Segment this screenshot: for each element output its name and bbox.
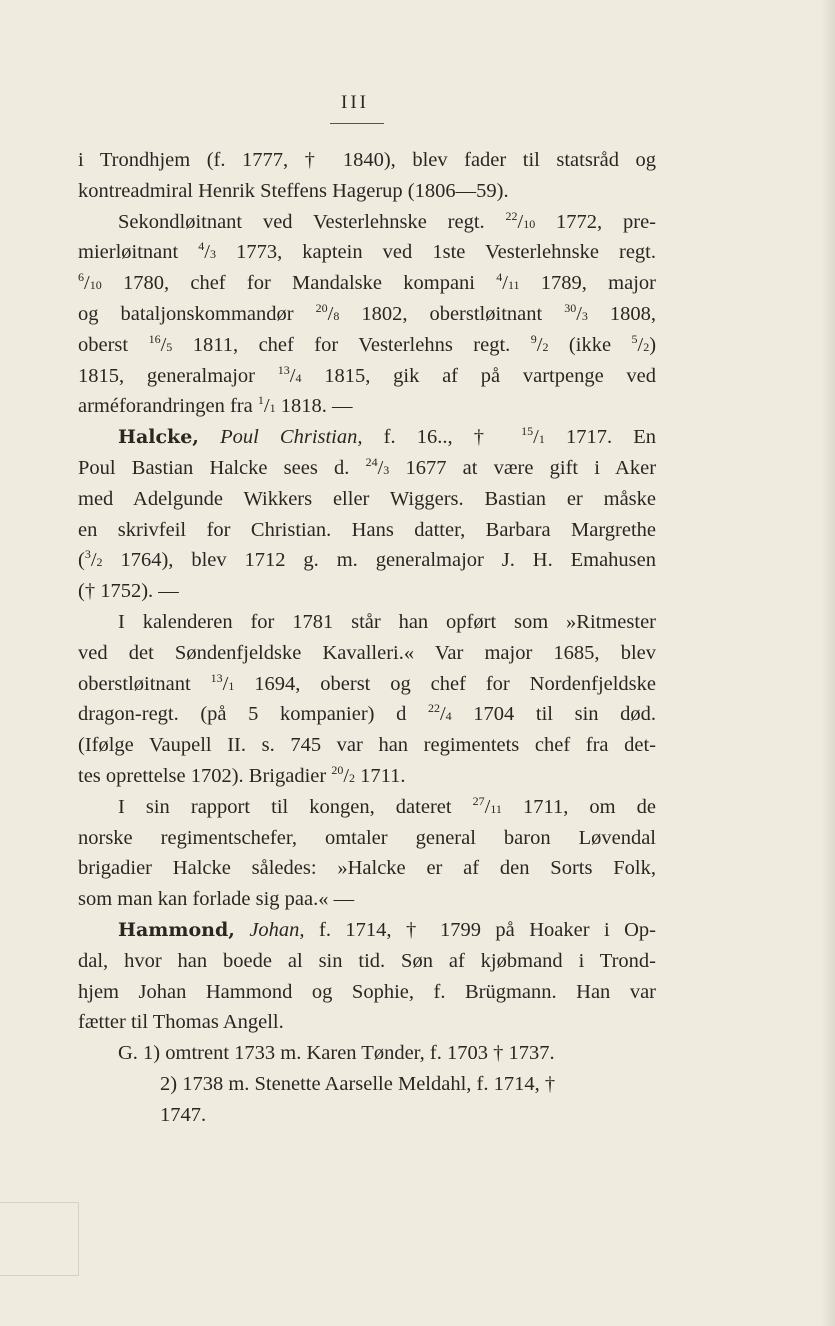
- text-line: I sin rapport til kongen, dateret $^{27}$/11 1711, om de: [118, 793, 656, 818]
- body-text: [78, 145, 656, 1131]
- text-line: 2) 1738 m. Stenette Aarselle Meldahl, f. 1714, †: [160, 1072, 556, 1095]
- text-line: I kalenderen for 1781 står han opført som »Ritmester: [118, 610, 656, 633]
- page-edge-shadow: [821, 0, 835, 1326]
- scan-corner-mark: [0, 1202, 79, 1276]
- text-line: i Trondhjem (f. 1777, † 1840), blev fader til statsråd og: [78, 149, 656, 171]
- text-line: dal, hvor han boede al sin tid. Søn af kjøbmand i Trond-: [78, 949, 656, 972]
- entry-given-name: Johan,: [249, 918, 305, 941]
- text-line: dragon-regt. (på 5 kompanier) d $^{22}$/4 1704 til sin død.: [78, 701, 656, 726]
- text-line: hjem Johan Hammond og Sophie, f. Brügmann. Han var: [78, 980, 656, 1003]
- entry-given-name: Poul Christian,: [220, 426, 363, 449]
- text-line: og bataljonskommandør $^{20}$/8 1802, oberstløitnant $^{30}$/3 1808,: [78, 300, 657, 325]
- text-line: som man kan forlade sig paa.« —: [78, 888, 355, 911]
- text-line: 1747.: [160, 1103, 207, 1126]
- text-line: norske regimentschefer, omtaler general baron Løvendal: [78, 826, 656, 849]
- text-line: mierløitnant $^4$/3 1773, kaptein ved 1ste Vesterlehnske regt.: [78, 239, 657, 264]
- text-line: ($^3$/2 1764), blev 1712 g. m. generalmajor J. H. Emahusen: [78, 547, 656, 572]
- entry-surname: Hammond,: [118, 918, 235, 941]
- text-line: arméforandringen fra $^1$/1 1818. —: [78, 393, 353, 418]
- text-line: 1815, generalmajor $^{13}$/4 1815, gik af på vartpenge ved: [78, 362, 657, 387]
- entry-hammond: Hammond, Johan, f. 1714, † 1799 på Hoaker i Op-: [118, 918, 657, 941]
- text-line: med Adelgunde Wikkers eller Wiggers. Bastian er måske: [78, 487, 656, 510]
- text-line: († 1752). —: [78, 580, 179, 603]
- page-number: III: [341, 92, 369, 113]
- text-line: oberst $^{16}$/5 1811, chef for Vesterlehns regt. $^9$/2 (ikke $^5$/2): [78, 331, 657, 356]
- text-line: brigadier Halcke således: »Halcke er af den Sorts Folk,: [78, 857, 656, 880]
- text-line: Poul Bastian Halcke sees d. $^{24}$/3 1677 at være gift i Aker: [78, 454, 657, 479]
- header-rule: [330, 123, 384, 124]
- text-line: en skrivfeil for Christian. Hans datter, Barbara Margrethe: [78, 518, 656, 541]
- text-line: ved det Søndenfjeldske Kavalleri.« Var major 1685, blev: [78, 641, 656, 664]
- text-line: Sekondløitnant ved Vesterlehnske regt. $^{22}$/10 1772, pre-: [118, 208, 656, 233]
- text-line: G. 1) omtrent 1733 m. Karen Tønder, f. 1703 † 1737.: [118, 1042, 555, 1065]
- entry-surname: Halcke,: [118, 426, 199, 449]
- text-line: $^6$/10 1780, chef for Mandalske kompani $^4$/11 1789, major: [78, 270, 656, 295]
- entry-halcke: Halcke, Poul Christian, f. 16.., † $^{15}$/1 1717. En: [118, 424, 657, 449]
- text-line: fætter til Thomas Angell.: [78, 1011, 284, 1034]
- text-line: tes oprettelse 1702). Brigadier $^{20}$/2 1711.: [78, 762, 406, 787]
- text-line: (Ifølge Vaupell II. s. 745 var han regimentets chef fra det-: [78, 734, 656, 757]
- text-line: kontreadmiral Henrik Steffens Hagerup (1806—59).: [78, 179, 509, 202]
- text-line: oberstløitnant $^{13}$/1 1694, oberst og chef for Nordenfjeldske: [78, 670, 657, 695]
